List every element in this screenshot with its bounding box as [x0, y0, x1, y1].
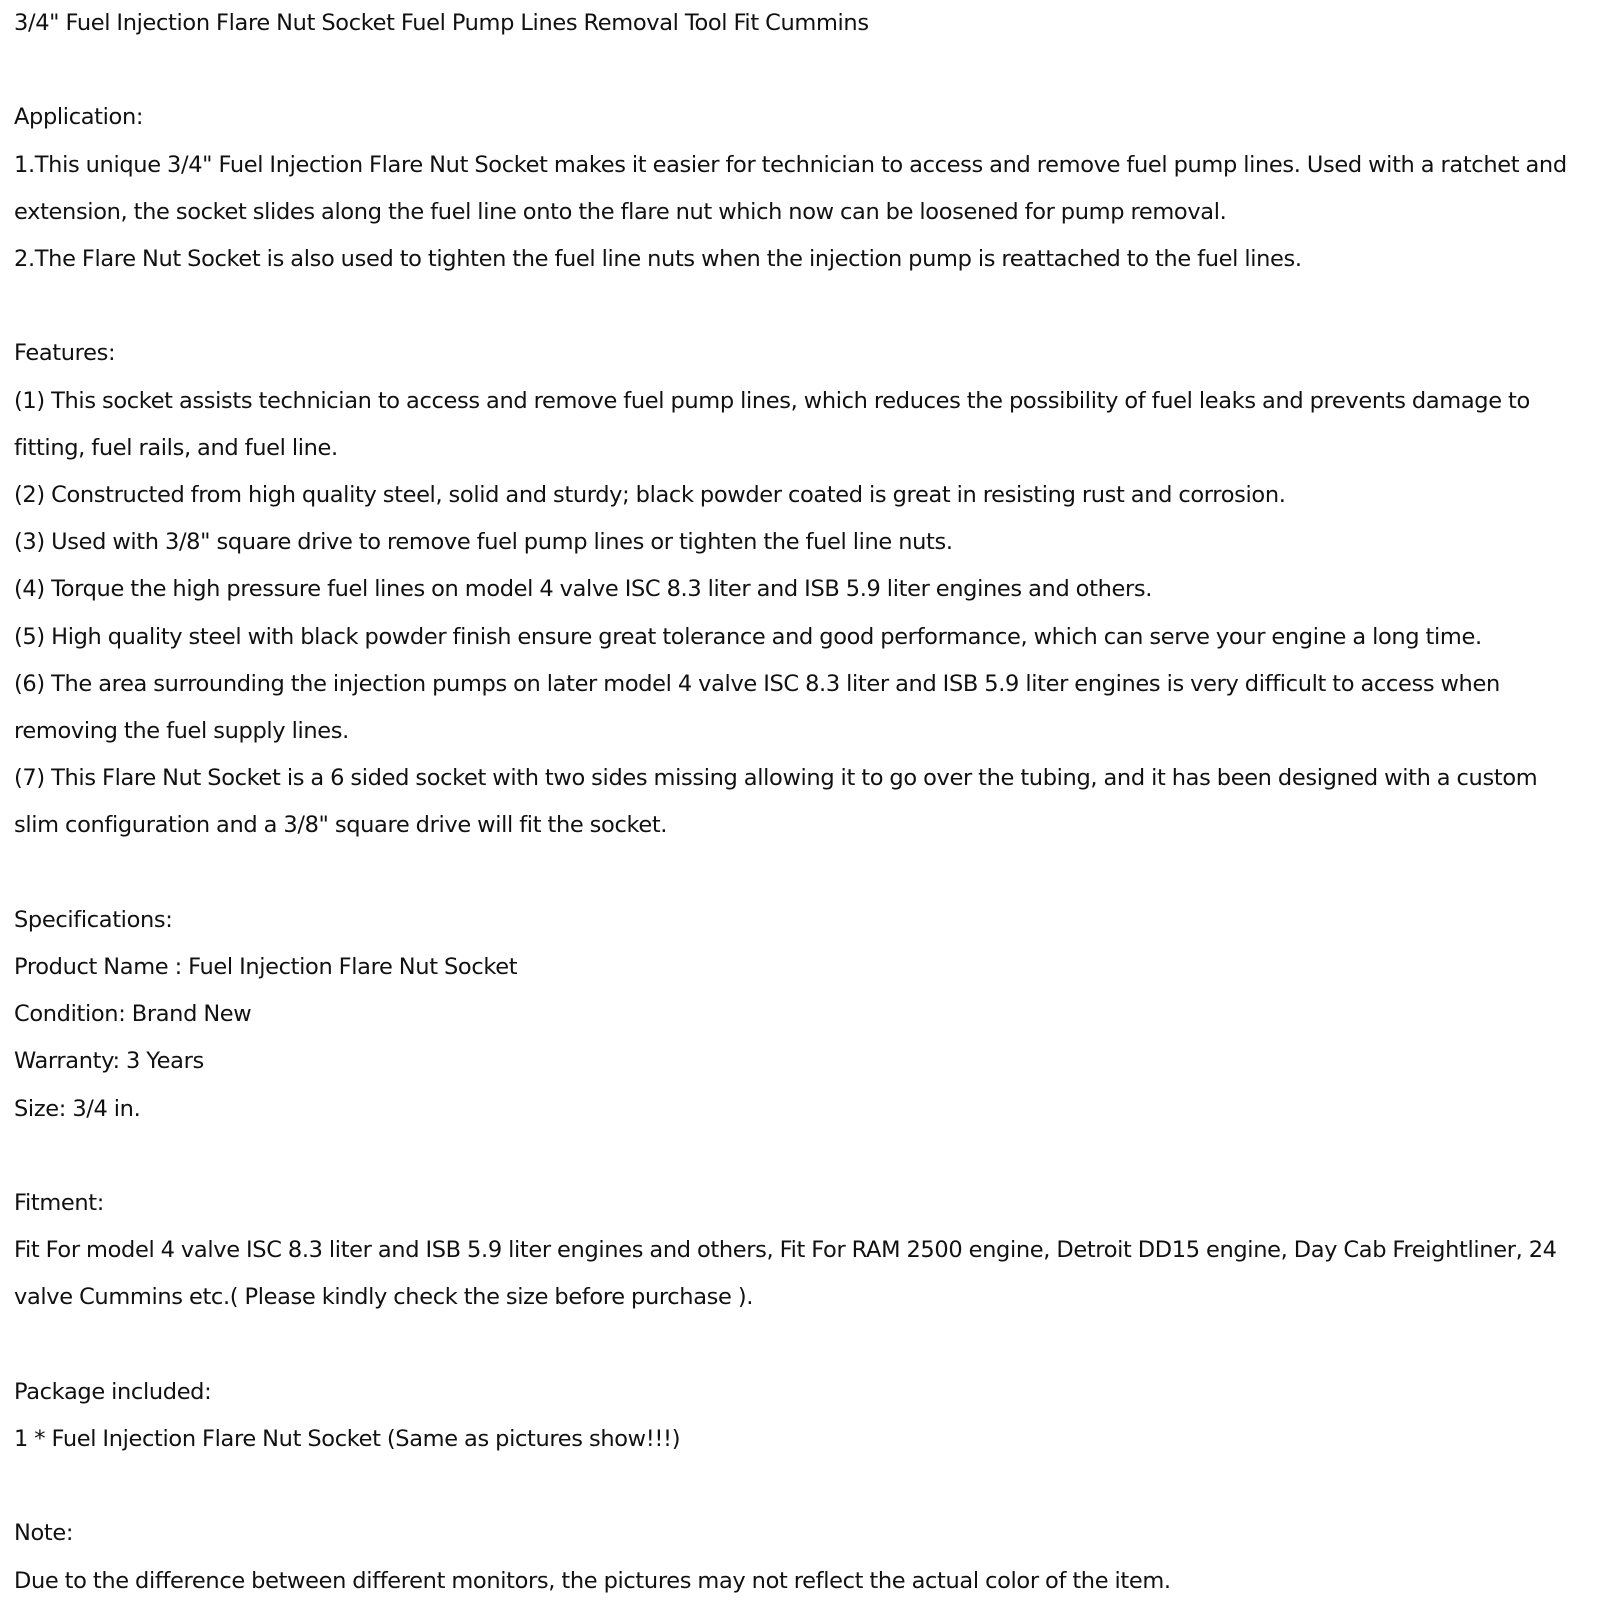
application-heading: Application: [14, 104, 144, 131]
application-item-1: 1.This unique 3/4" Fuel Injection Flare Nut Socket makes it easier for technician to access and remove fuel pump lines. Used with a ratchet and extension, the socket slides along the fuel line onto the flare nut which now can be loosened for pump removal. [14, 151, 1567, 225]
package-heading: Package included: [14, 1378, 212, 1405]
spec-condition: Condition: Brand New [14, 1001, 252, 1028]
feature-item-7: (7) This Flare Nut Socket is a 6 sided socket with two sides missing allowing it to go over the tubing, and it has been designed with a custom slim configuration and a 3/8" square drive will fit the socket. [14, 765, 1538, 839]
application-item-2: 2.The Flare Nut Socket is also used to tighten the fuel line nuts when the injection pump is reattached to the fuel lines. [14, 246, 1302, 272]
package-section [14, 1369, 1586, 1463]
fitment-heading: Fitment: [14, 1190, 105, 1217]
specifications-section [14, 897, 1586, 1133]
feature-item-5: (5) High quality steel with black powder finish ensure great tolerance and good performance, which can serve your engine a long time. [14, 623, 1482, 650]
features-heading: Features: [14, 340, 116, 367]
fitment-item-1: Fit For model 4 valve ISC 8.3 liter and ISB 5.9 liter engines and others, Fit For RAM 2500 engine, Detroit DD15 engine, Day Cab Freightliner, 24 valve Cummins etc.( Please kindly check the size before purchase ). [14, 1237, 1557, 1311]
spec-product-name: Product Name : Fuel Injection Flare Nut Socket [14, 954, 518, 981]
feature-item-6: (6) The area surrounding the injection pumps on later model 4 valve ISC 8.3 liter and ISB 5.9 liter engines is very difficult to access when removing the fuel supply lines. [14, 670, 1500, 745]
feature-item-1: (1) This socket assists technician to access and remove fuel pump lines, which reduces the possibility of fuel leaks and prevents damage to fitting, fuel rails, and fuel line. [14, 387, 1530, 461]
feature-item-4: (4) Torque the high pressure fuel lines on model 4 valve ISC 8.3 liter and ISB 5.9 liter engines and others. [14, 576, 1153, 603]
spec-size: Size: 3/4 in. [14, 1095, 141, 1122]
application-section [14, 94, 1586, 283]
spec-warranty: Warranty: 3 Years [14, 1048, 204, 1075]
fitment-section [14, 1180, 1586, 1322]
features-section [14, 330, 1586, 849]
specifications-heading: Specifications: [14, 906, 173, 933]
note-heading: Note: [14, 1520, 74, 1547]
feature-item-2: (2) Constructed from high quality steel, solid and sturdy; black powder coated is great in resisting rust and corrosion. [14, 482, 1286, 508]
package-item-1: 1 * Fuel Injection Flare Nut Socket (Same as pictures show!!!) [14, 1426, 681, 1453]
page-title: 3/4" Fuel Injection Flare Nut Socket Fuel Pump Lines Removal Tool Fit Cummins [14, 10, 869, 36]
note-item-1: Due to the difference between different monitors, the pictures may not reflect the actual color of the item. [14, 1567, 1171, 1594]
note-section [14, 1510, 1586, 1604]
feature-item-3: (3) Used with 3/8" square drive to remove fuel pump lines or tighten the fuel line nuts. [14, 529, 953, 556]
